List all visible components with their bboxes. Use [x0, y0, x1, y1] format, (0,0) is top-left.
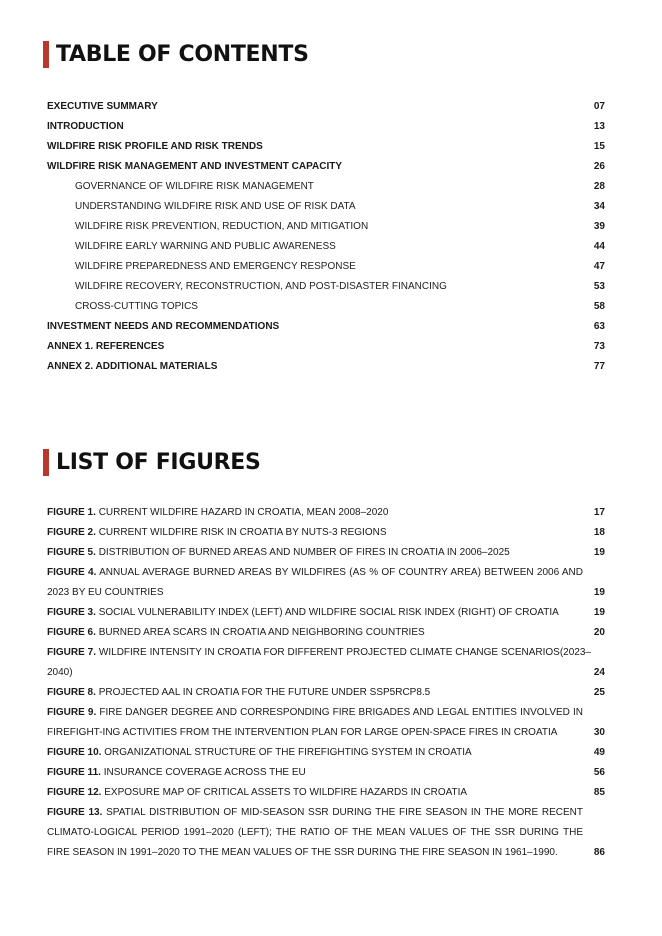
toc-entry-title: WILDFIRE PREPAREDNESS AND EMERGENCY RESPONSE: [75, 260, 356, 272]
toc-entry-title: EXECUTIVE SUMMARY: [47, 100, 158, 112]
figure-entry-page: 19: [593, 607, 605, 618]
toc-entry[interactable]: [47, 96, 605, 116]
figure-entry-label: FIGURE 11.: [47, 767, 101, 778]
heading-accent-bar: [43, 449, 49, 476]
toc-entry[interactable]: [47, 356, 605, 376]
figure-entry-label: FIGURE 6.: [47, 627, 96, 638]
figure-entry-title: DISTRIBUTION OF BURNED AREAS AND NUMBER OF FIRES IN CROATIA IN 2006–2025: [98, 547, 510, 558]
toc-entry-page: 28: [593, 180, 605, 192]
figure-entry-title: FIRE DANGER DEGREE AND CORRESPONDING FIRE BRIGADES AND LEGAL ENTITIES INVOLVED IN FIREFIGHT-ING ACTIVITIES FROM THE INTERVENTION PLAN FOR LARGE OPEN-SPACE FIRES IN CROATIA: [47, 707, 584, 738]
heading-accent-bar: [43, 41, 49, 68]
toc-list: [47, 96, 605, 376]
figure-entry[interactable]: [47, 603, 605, 623]
figure-entry-title: EXPOSURE MAP OF CRITICAL ASSETS TO WILDFIRE HAZARDS IN CROATIA: [104, 787, 468, 798]
figure-entry-text: [47, 603, 605, 623]
figure-entry-title: BURNED AREA SCARS IN CROATIA AND NEIGHBORING COUNTRIES: [98, 627, 425, 638]
toc-entry[interactable]: [47, 136, 605, 156]
toc-entry-page: 15: [593, 140, 605, 152]
toc-entry-page: 07: [593, 100, 605, 112]
figure-entry-text: [47, 563, 605, 603]
figure-entry[interactable]: [47, 503, 605, 523]
figure-entry[interactable]: [47, 683, 605, 703]
figure-entry-title: SPATIAL DISTRIBUTION OF MID-SEASON SSR DURING THE FIRE SEASON IN THE MORE RECENT CLIMATO-LOGICAL PERIOD 1991–2020 (LEFT); THE RATIO OF THE MEAN VALUES OF THE SSR DURING THE FIRE SEASON IN 1991–2020 TO THE MEAN VALUES OF THE SSR DURING THE FIRE SEASON IN 1961–1990.: [47, 807, 583, 858]
figure-entry-label: FIGURE 5.: [47, 547, 96, 558]
figure-entry-label: FIGURE 4.: [47, 567, 97, 578]
toc-entry-page: 47: [593, 260, 605, 272]
figure-entry-page: 19: [593, 587, 605, 598]
figure-entry-page: 56: [593, 767, 605, 778]
figure-entry[interactable]: [47, 623, 605, 643]
toc-entry[interactable]: [47, 336, 605, 356]
figure-entry-page: 20: [593, 627, 605, 638]
figure-entry-title: CURRENT WILDFIRE RISK IN CROATIA BY NUTS-3 REGIONS: [98, 527, 387, 538]
toc-entry-page: 44: [593, 240, 605, 252]
figure-entry-text: [47, 803, 605, 863]
figure-entry-page: 25: [593, 687, 605, 698]
figure-entry-page: 18: [593, 527, 605, 538]
toc-entry[interactable]: [47, 116, 605, 136]
figure-entry-text: [47, 523, 605, 543]
toc-entry-title: INVESTMENT NEEDS AND RECOMMENDATIONS: [47, 320, 280, 332]
toc-entry-page: 58: [593, 300, 605, 312]
figure-entry-title: WILDFIRE INTENSITY IN CROATIA FOR DIFFERENT PROJECTED CLIMATE CHANGE SCENARIOS(2023–2040): [47, 647, 591, 678]
toc-entry[interactable]: [47, 156, 605, 176]
figure-entry-page: 19: [593, 547, 605, 558]
toc-entry-title: WILDFIRE RISK MANAGEMENT AND INVESTMENT CAPACITY: [47, 160, 342, 172]
figure-entry[interactable]: [47, 703, 605, 743]
list-of-figures-heading: [43, 449, 261, 476]
toc-entry[interactable]: [47, 196, 605, 216]
toc-entry[interactable]: [47, 256, 605, 276]
figure-entry-text: [47, 623, 605, 643]
figure-entry-label: FIGURE 7.: [47, 647, 97, 658]
toc-entry-title: WILDFIRE RECOVERY, RECONSTRUCTION, AND POST-DISASTER FINANCING: [75, 280, 447, 292]
figure-entry-page: 85: [593, 787, 605, 798]
figure-entry-text: [47, 503, 605, 523]
toc-entry-title: WILDFIRE EARLY WARNING AND PUBLIC AWARENESS: [75, 240, 336, 252]
figure-entry-page: 49: [593, 747, 605, 758]
figure-entry-title: CURRENT WILDFIRE HAZARD IN CROATIA, MEAN 2008–2020: [98, 507, 389, 518]
toc-entry[interactable]: [47, 316, 605, 336]
figure-entry-label: FIGURE 9.: [47, 707, 97, 718]
figure-entry-text: [47, 743, 605, 763]
toc-entry-page: 77: [593, 360, 605, 372]
toc-entry-page: 53: [593, 280, 605, 292]
toc-entry[interactable]: [47, 276, 605, 296]
figure-entry-text: [47, 683, 605, 703]
figure-entry-page: 30: [593, 727, 605, 738]
figure-entry[interactable]: [47, 783, 605, 803]
toc-entry[interactable]: [47, 296, 605, 316]
toc-entry-page: 39: [593, 220, 605, 232]
figure-entry-label: FIGURE 8.: [47, 687, 96, 698]
figure-entry[interactable]: [47, 523, 605, 543]
figure-entry-title: ANNUAL AVERAGE BURNED AREAS BY WILDFIRES (AS % OF COUNTRY AREA) BETWEEN 2006 AND 2023 BY EU COUNTRIES: [47, 567, 583, 598]
toc-entry-page: 73: [593, 340, 605, 352]
toc-entry-title: ANNEX 2. ADDITIONAL MATERIALS: [47, 360, 218, 372]
figure-entry-label: FIGURE 2.: [47, 527, 96, 538]
figure-entry-title: INSURANCE COVERAGE ACROSS THE EU: [103, 767, 306, 778]
toc-entry-page: 63: [593, 320, 605, 332]
figure-entry[interactable]: [47, 803, 605, 863]
toc-entry-title: CROSS-CUTTING TOPICS: [75, 300, 198, 312]
toc-entry-title: GOVERNANCE OF WILDFIRE RISK MANAGEMENT: [75, 180, 314, 192]
figure-entry-label: FIGURE 10.: [47, 747, 102, 758]
toc-entry-title: WILDFIRE RISK PREVENTION, REDUCTION, AND MITIGATION: [75, 220, 369, 232]
figure-entry-text: [47, 643, 605, 683]
figure-entry-text: [47, 543, 605, 563]
figure-entry-label: FIGURE 12.: [47, 787, 102, 798]
figure-entry-text: [47, 763, 605, 783]
figure-list: [47, 503, 605, 863]
figure-entry[interactable]: [47, 743, 605, 763]
figure-entry-page: 17: [593, 507, 605, 518]
toc-title: TABLE OF CONTENTS: [56, 42, 309, 67]
toc-entry-title: ANNEX 1. REFERENCES: [47, 340, 165, 352]
figure-entry-text: [47, 783, 605, 803]
toc-heading: [43, 41, 309, 68]
toc-entry-title: WILDFIRE RISK PROFILE AND RISK TRENDS: [47, 140, 263, 152]
toc-entry-page: 34: [593, 200, 605, 212]
toc-entry[interactable]: [47, 176, 605, 196]
toc-entry-title: INTRODUCTION: [47, 120, 124, 132]
figure-entry-page: 24: [593, 667, 605, 678]
figure-entry[interactable]: [47, 563, 605, 603]
figure-entry-label: FIGURE 13.: [47, 807, 103, 818]
figure-entry-label: FIGURE 1.: [47, 507, 96, 518]
list-of-figures-title: LIST OF FIGURES: [56, 450, 261, 475]
figure-entry-label: FIGURE 3.: [47, 607, 96, 618]
toc-entry-title: UNDERSTANDING WILDFIRE RISK AND USE OF RISK DATA: [75, 200, 356, 212]
figure-entry[interactable]: [47, 543, 605, 563]
figure-entry-page: 86: [593, 847, 605, 858]
figure-entry-title: PROJECTED AAL IN CROATIA FOR THE FUTURE UNDER SSP5RCP8.5: [98, 687, 431, 698]
toc-entry[interactable]: [47, 236, 605, 256]
figure-entry-text: [47, 703, 605, 743]
figure-entry-title: ORGANIZATIONAL STRUCTURE OF THE FIREFIGHTING SYSTEM IN CROATIA: [104, 747, 472, 758]
toc-entry[interactable]: [47, 216, 605, 236]
figure-entry[interactable]: [47, 763, 605, 783]
figure-entry-title: SOCIAL VULNERABILITY INDEX (LEFT) AND WILDFIRE SOCIAL RISK INDEX (RIGHT) OF CROATIA: [98, 607, 559, 618]
figure-entry[interactable]: [47, 643, 605, 683]
toc-entry-page: 13: [593, 120, 605, 132]
toc-entry-page: 26: [593, 160, 605, 172]
